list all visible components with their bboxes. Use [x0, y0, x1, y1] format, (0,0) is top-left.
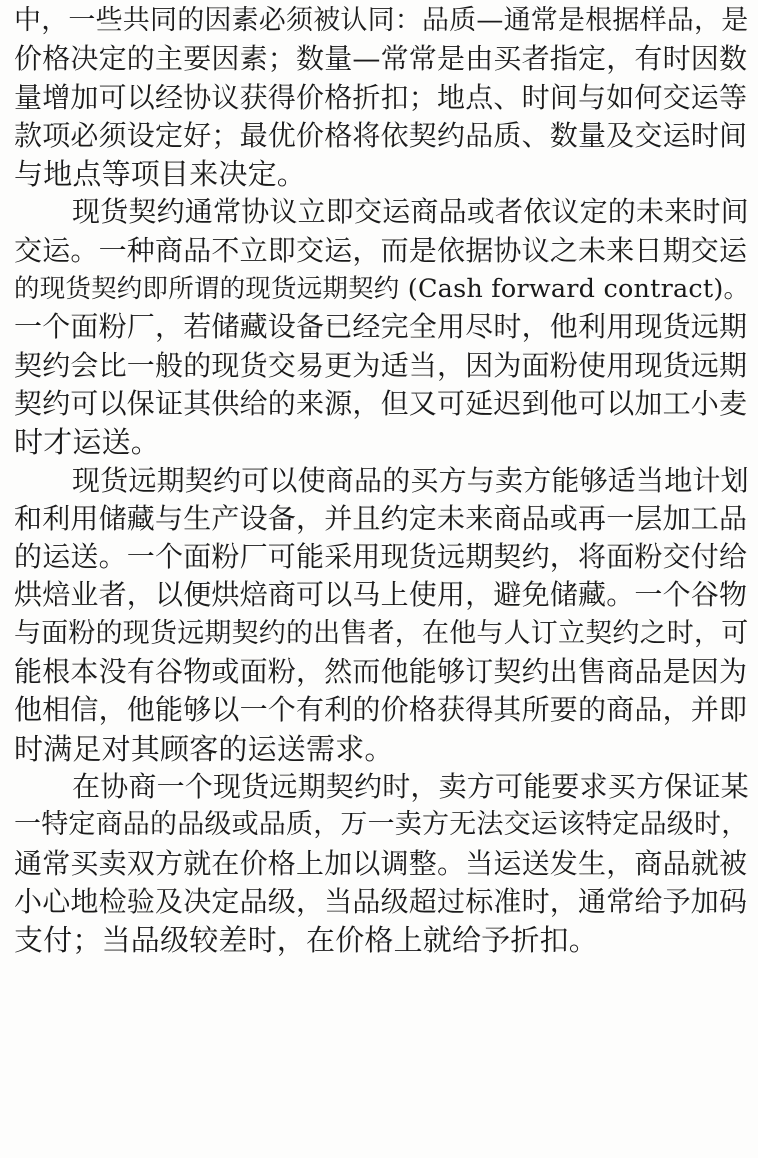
text-line: 能根本没有谷物或面粉，然而他能够订契约出售商品是因为: [14, 655, 748, 689]
text-line: 契约会比一般的现货交易更为适当，因为面粉使用现货远期: [14, 348, 748, 382]
text-line: 他相信，他能够以一个有利的价格获得其所要的商品，并即: [14, 693, 748, 727]
text-line: 支付；当品级较差时，在价格上就给予折扣。: [14, 923, 599, 958]
text-line: 价格决定的主要因素；数量—常常是由买者指定，有时因数: [14, 42, 748, 76]
text-line: 与面粉的现货远期契约的出售者，在他与人订立契约之时，可: [14, 617, 749, 649]
text-line: 和利用储藏与生产设备，并且约定未来商品或再一层加工品: [14, 501, 748, 535]
paragraph-start-line: 在协商一个现货远期契约时，卖方可能要求买方保证某: [72, 769, 749, 803]
text-line: 与地点等项目来决定。: [14, 157, 307, 192]
text-line: 交运。一种商品不立即交运，而是依据协议之未来日期交运: [14, 233, 748, 267]
text-line: 量增加可以经协议获得价格折扣；地点、时间与如何交运等: [14, 80, 748, 114]
text-line: 中，一些共同的因素必须被认同：品质—通常是根据样品，是: [14, 5, 749, 36]
text-line: 一特定商品的品级或品质，万一卖方无法交运该特定品级时，: [14, 809, 749, 841]
text-line: 款项必须设定好；最优价格将依契约品质、数量及交运时间: [14, 118, 748, 152]
text-line: 时才运送。: [14, 425, 161, 460]
text-line: 通常买卖双方就在价格上加以调整。当运送发生，商品就被: [14, 846, 748, 880]
text-line: 一个面粉厂，若储藏设备已经完全用尽时，他利用现货远期: [14, 310, 748, 344]
text-line: 的现货契约即所谓的现货远期契约 (Cash forward contract)。: [14, 274, 750, 305]
paragraph-start-line: 现货契约通常协议立即交运商品或者依议定的未来时间: [72, 195, 749, 229]
text-line: 的运送。一个面粉厂可能采用现货远期契约，将面粉交付给: [14, 540, 748, 574]
body-text: [14, 2, 750, 959]
text-line: 时满足对其顾客的运送需求。: [14, 731, 394, 766]
text-line: 烘焙业者，以便烘焙商可以马上使用，避免储藏。一个谷物: [14, 578, 748, 612]
text-line: 小心地检验及决定品级，当品级超过标准时，通常给予加码: [14, 884, 748, 918]
paragraph-start-line: 现货远期契约可以使商品的买方与卖方能够适当地计划: [72, 463, 749, 497]
text-line: 契约可以保证其供给的来源，但又可延迟到他可以加工小麦: [14, 386, 748, 420]
